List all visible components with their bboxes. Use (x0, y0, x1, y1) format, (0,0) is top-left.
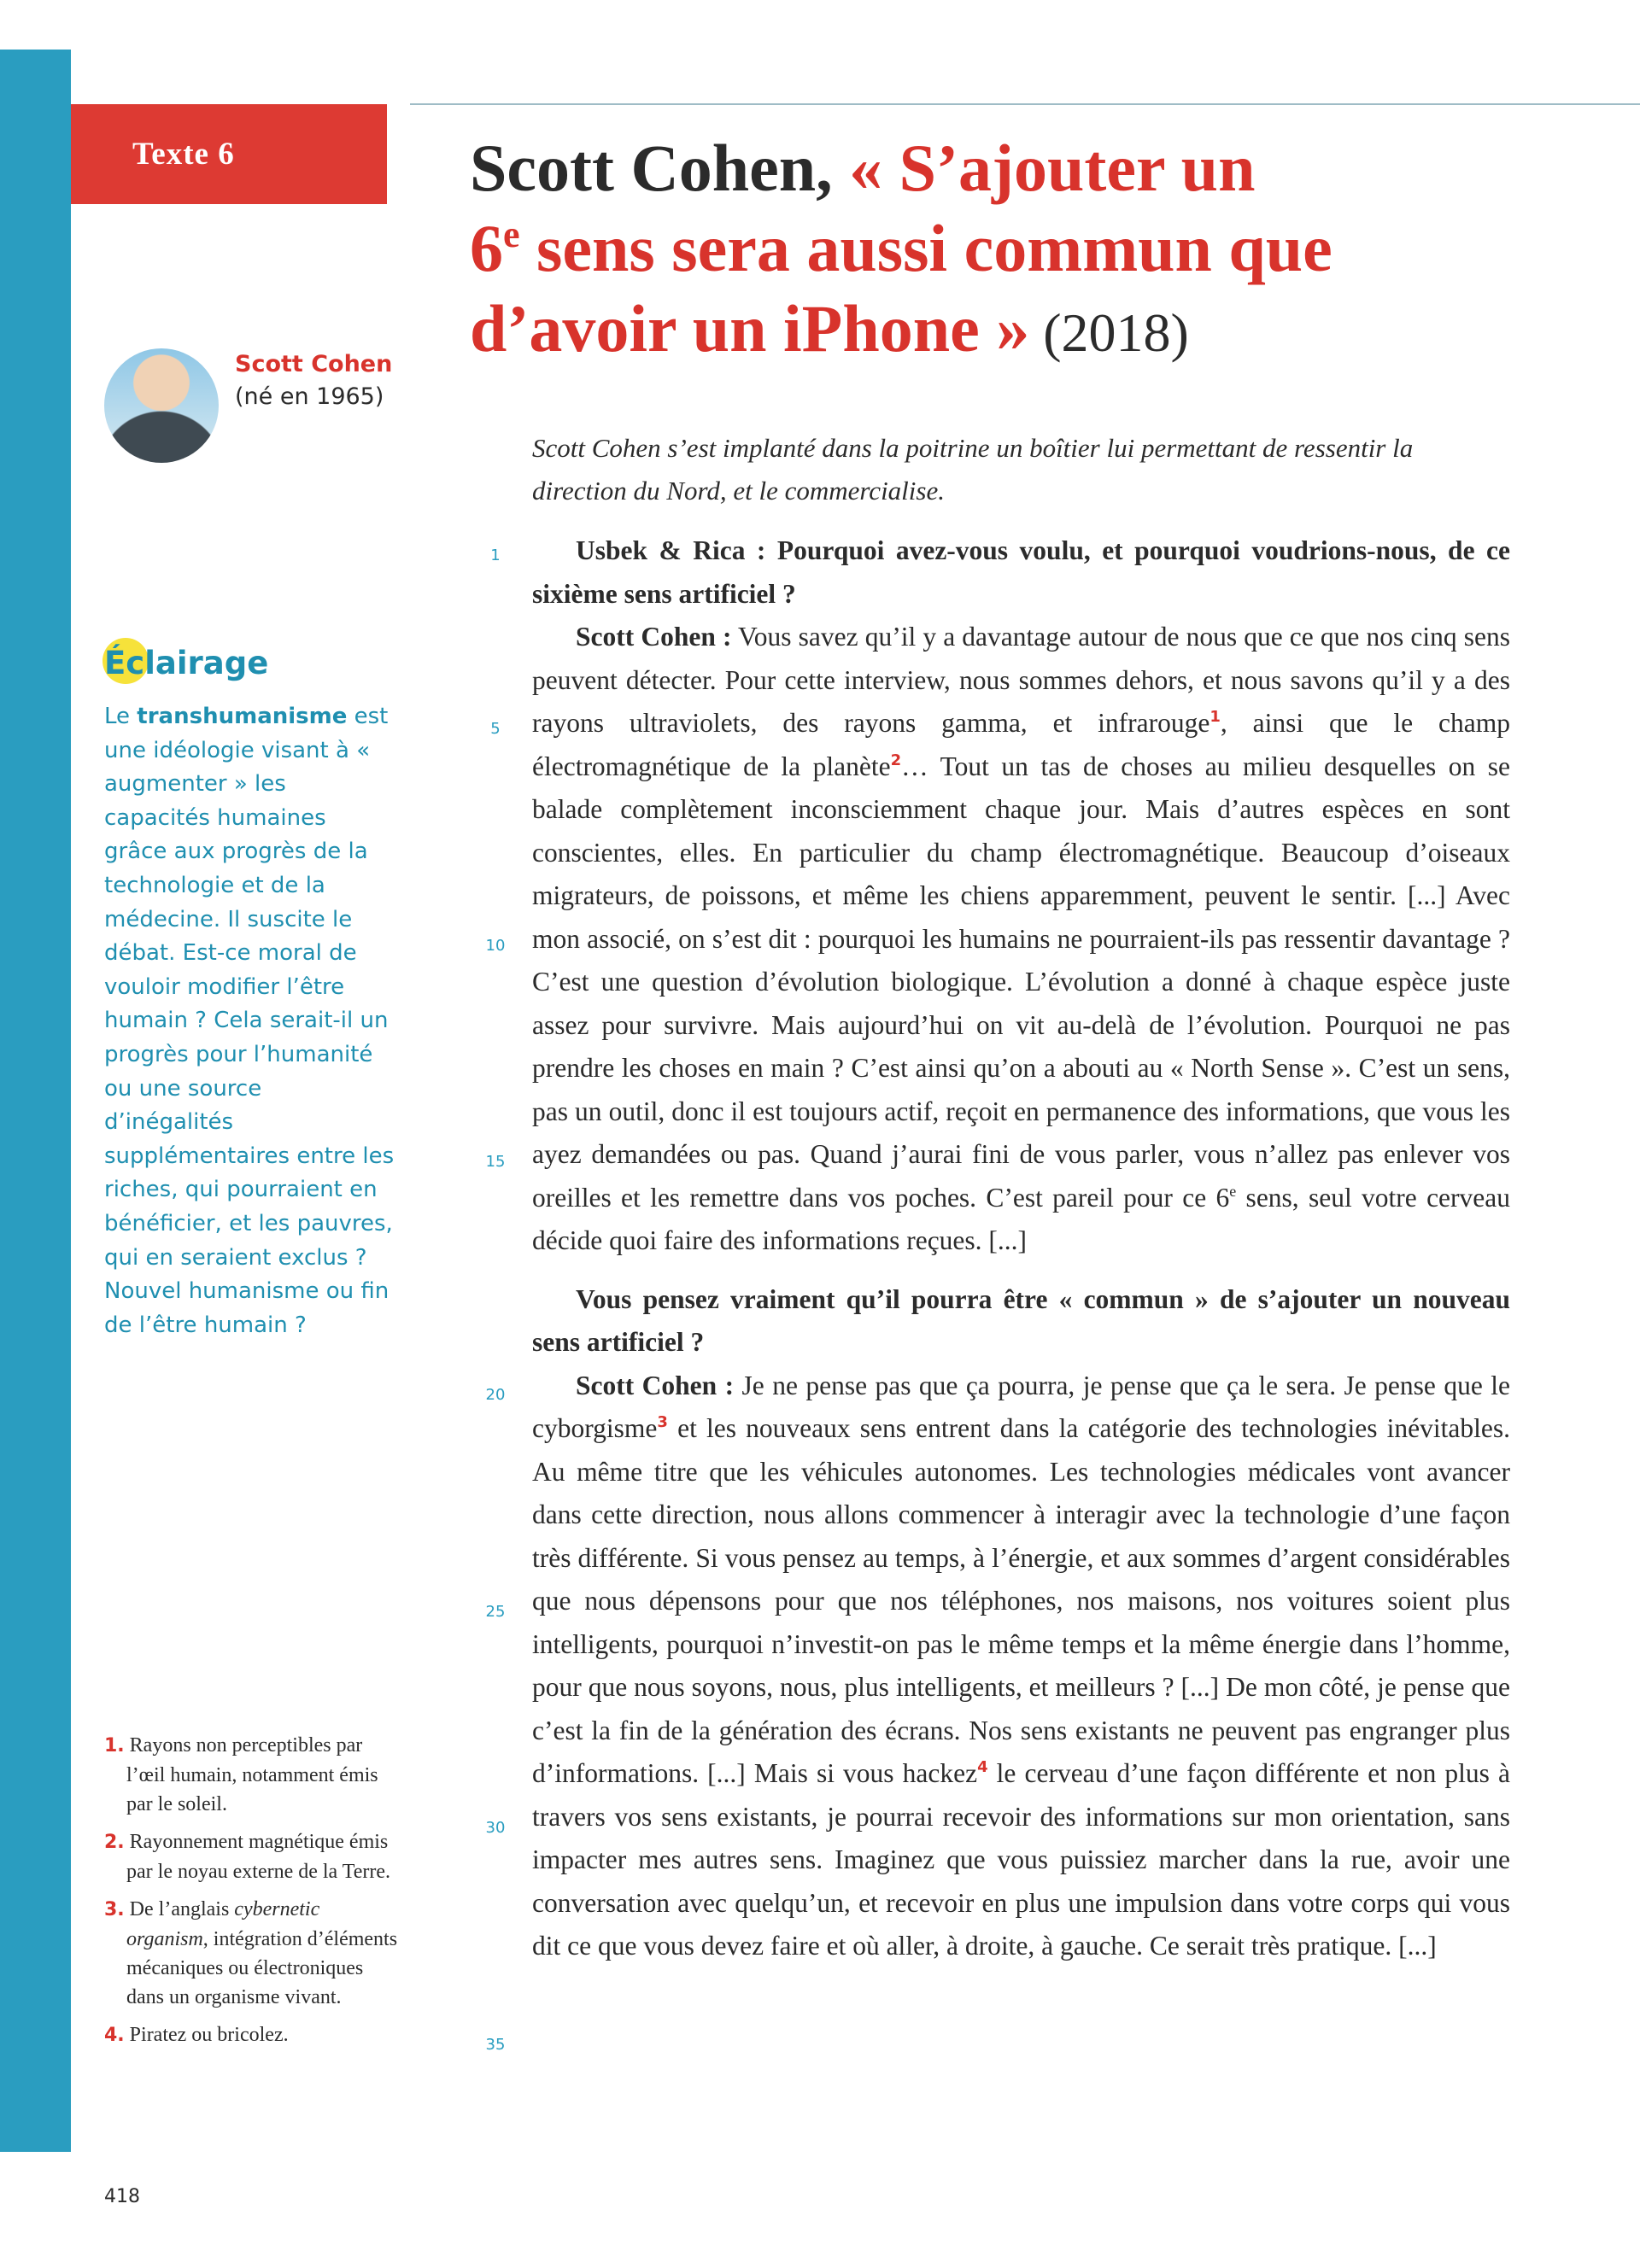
title-quote-line2 (470, 211, 1332, 285)
superscript-e: e (1229, 1182, 1237, 1200)
title-quote-part1: « S’ajouter un (832, 131, 1256, 205)
title-quote-six: 6 (470, 211, 503, 285)
footnote-text: , intégration d’éléments mécaniques ou électroniques dans un organisme vivant. (126, 1928, 398, 2008)
footnote-text: Rayonnement magnétique émis par le noyau externe de la Terre. (126, 1831, 391, 1883)
line-number: 15 (485, 1153, 506, 1171)
author-info (235, 348, 392, 413)
footnote-text: Piratez ou bricolez. (129, 2024, 289, 2046)
article-body (532, 529, 1510, 1968)
footnote-2 (104, 1827, 403, 1886)
eclairage-keyword: transhumanisme (137, 704, 348, 729)
page-number: 418 (104, 2186, 140, 2207)
footnote-ref: 3 (657, 1413, 668, 1431)
footnote-ref: 1 (1210, 708, 1221, 726)
title-year: (2018) (1029, 302, 1189, 363)
eclairage-body (104, 700, 395, 1342)
line-number: 10 (485, 937, 506, 955)
footnote-number: 2. (104, 1832, 125, 1853)
eclairage-text-before: Le (104, 704, 138, 729)
answer-text: le cerveau d’une façon différente et non plus à travers vos sens existants, je pourrai recevoir des informations sur mon orientation, sans impacter mes autres sens. Imaginez que vous puissiez marcher dans la rue, avoir une conversation avec quelqu’un, et recevoir en plus une impulsion dans votre corps qui vous dit ce que vous devez faire et où aller, à droite, à gauche. Ce serait très pratique. [...] (532, 1758, 1510, 1961)
footnote-1 (104, 1731, 403, 1819)
footnote-3 (104, 1895, 403, 2012)
eclairage-text-after: est une idéologie visant à « augmenter » les capacités humaines grâce aux progrès de la technologie et de la médecine. Il suscite le débat. Est-ce moral de vouloir modifier l’être humain ? Cela serait-il un progrès pour l’humanité ou une source d’inégalités supplémentaires entre les riches, qui pourraient en bénéficier, et les pauvres, qui en seraient exclus ? Nouvel humanisme ou fin de l’être humain ? (104, 704, 395, 1338)
answer-text: sens, seul votre cerveau décide quoi faire des informations reçues. [...] (532, 1182, 1510, 1255)
title-author: Scott Cohen, (470, 131, 833, 205)
paragraph-gap (532, 1263, 1510, 1278)
top-rule-divider (410, 103, 1640, 105)
answer-text: … Tout un tas de choses au milieu desquelles on se balade complètement inconsciemment chaque jour. Mais d’autres espèces en sont conscientes, elles. En particulier du champ électromagnétique. Beaucoup d’oiseaux migrateurs, de poissons, et même les chiens apparemment, peuvent le sentir. [...] Avec mon associé, on s’est dit : pourquoi les humains ne pourraient-ils pas ressentir davantage ? C’est une question d’évolution biologique. L’évolution a donné à chaque espèce juste assez pour survivre. Mais aujourd’hui on vit au-delà de l’évolution. Pourquoi ne pas prendre les choses en main ? C’est ainsi qu’on a abouti au « North Sense ». C’est un sens, pas un outil, donc il est toujours actif, reçoit en permanence des informations, que vous les ayez demandées ou pas. Quand j’aurai fini de vous parler, vous n’allez pas enlever vos oreilles et les remettre dans vos poches. C’est pareil pour ce 6 (532, 751, 1510, 1213)
answer-text: et les nouveaux sens entrent dans la catégorie des technologies inévitables. Au même titre que les véhicules autonomes. Les technologies médicales vont avancer dans cette direction, nous allons commencer à interagir avec la technologie d’une façon très différente. Si vous pensez au temps, à l’énergie, et aux sommes d’argent considérables que nous dépensons pour que nos téléphones, nos maisons, nos voitures soient plus intelligents, pourquoi n’investit-on pas le même temps et la même énergie dans l’homme, pour que nous soyons, nous, plus intelligents, et meilleurs ? [...] De mon côté, je pense que c’est la fin de la génération des écrans. Nos sens existants ne peuvent pas engranger plus d’informations. [...] Mais si vous hackez (532, 1413, 1510, 1788)
speaker-label: Scott Cohen : (576, 1370, 735, 1400)
line-number: 5 (490, 720, 501, 738)
intro-text: Scott Cohen s’est implanté dans la poitrine un boîtier lui permettant de ressentir la direction du Nord, et le commercialise. (532, 433, 1414, 506)
answer-text: , ainsi que le champ électromagnétique de la planète (532, 708, 1510, 781)
author-name: Scott Cohen (235, 351, 393, 377)
answer-text: Je ne pense pas que ça pourra, je pense que ça le sera. Je pense que le cyborgisme (532, 1370, 1510, 1443)
line-number: 20 (485, 1386, 506, 1404)
author-portrait (104, 348, 219, 463)
question-2: Vous pensez vraiment qu’il pourra être « commun » de s’ajouter un nouveau sens artificiel ? (532, 1283, 1510, 1357)
title-quote-part2: sens sera aussi commun que (519, 211, 1332, 285)
section-label-text: Texte 6 (132, 137, 235, 172)
question-1: Usbek & Rica : Pourquoi avez-vous voulu, et pourquoi voudrions-nous, de ce sixième sens artificiel ? (532, 535, 1510, 609)
footnote-italic: cybernetic organism (126, 1898, 320, 1950)
author-dates: (né en 1965) (235, 383, 384, 410)
footnote-text: De l’anglais (129, 1898, 235, 1920)
footnote-ref: 2 (890, 751, 902, 769)
footnote-number: 4. (104, 2025, 125, 2046)
answer-text: Vous savez qu’il y a davantage autour de nous que ce que nos cinq sens peuvent détecter. Pour cette interview, nous sommes dehors, et nous savons qu’il y a des rayons ultraviolets, des rayons gamma, et infrarouge (532, 622, 1510, 738)
answer-2 (532, 1365, 1510, 1968)
footnote-ref: 4 (977, 1758, 988, 1776)
sidebar-color-bar (0, 50, 71, 2152)
footnote-number: 3. (104, 1899, 125, 1920)
answer-1 (532, 616, 1510, 1263)
footnote-4 (104, 2020, 403, 2050)
title-quote-six-sup: e (503, 213, 520, 255)
line-number: 30 (485, 1819, 506, 1837)
line-number: 25 (485, 1603, 506, 1621)
page-title (470, 128, 1538, 373)
section-label (71, 104, 387, 204)
eclairage-title: Éclairage (104, 645, 269, 681)
title-quote-part3: d’avoir un iPhone » (470, 291, 1030, 365)
footnotes (104, 1731, 403, 2059)
line-number: 1 (490, 547, 501, 564)
speaker-label: Scott Cohen : (576, 622, 732, 652)
footnote-text: Rayons non perceptibles par l’œil humain, notamment émis par le soleil. (126, 1734, 378, 1815)
line-number: 35 (485, 2036, 506, 2054)
footnote-number: 1. (104, 1735, 125, 1757)
